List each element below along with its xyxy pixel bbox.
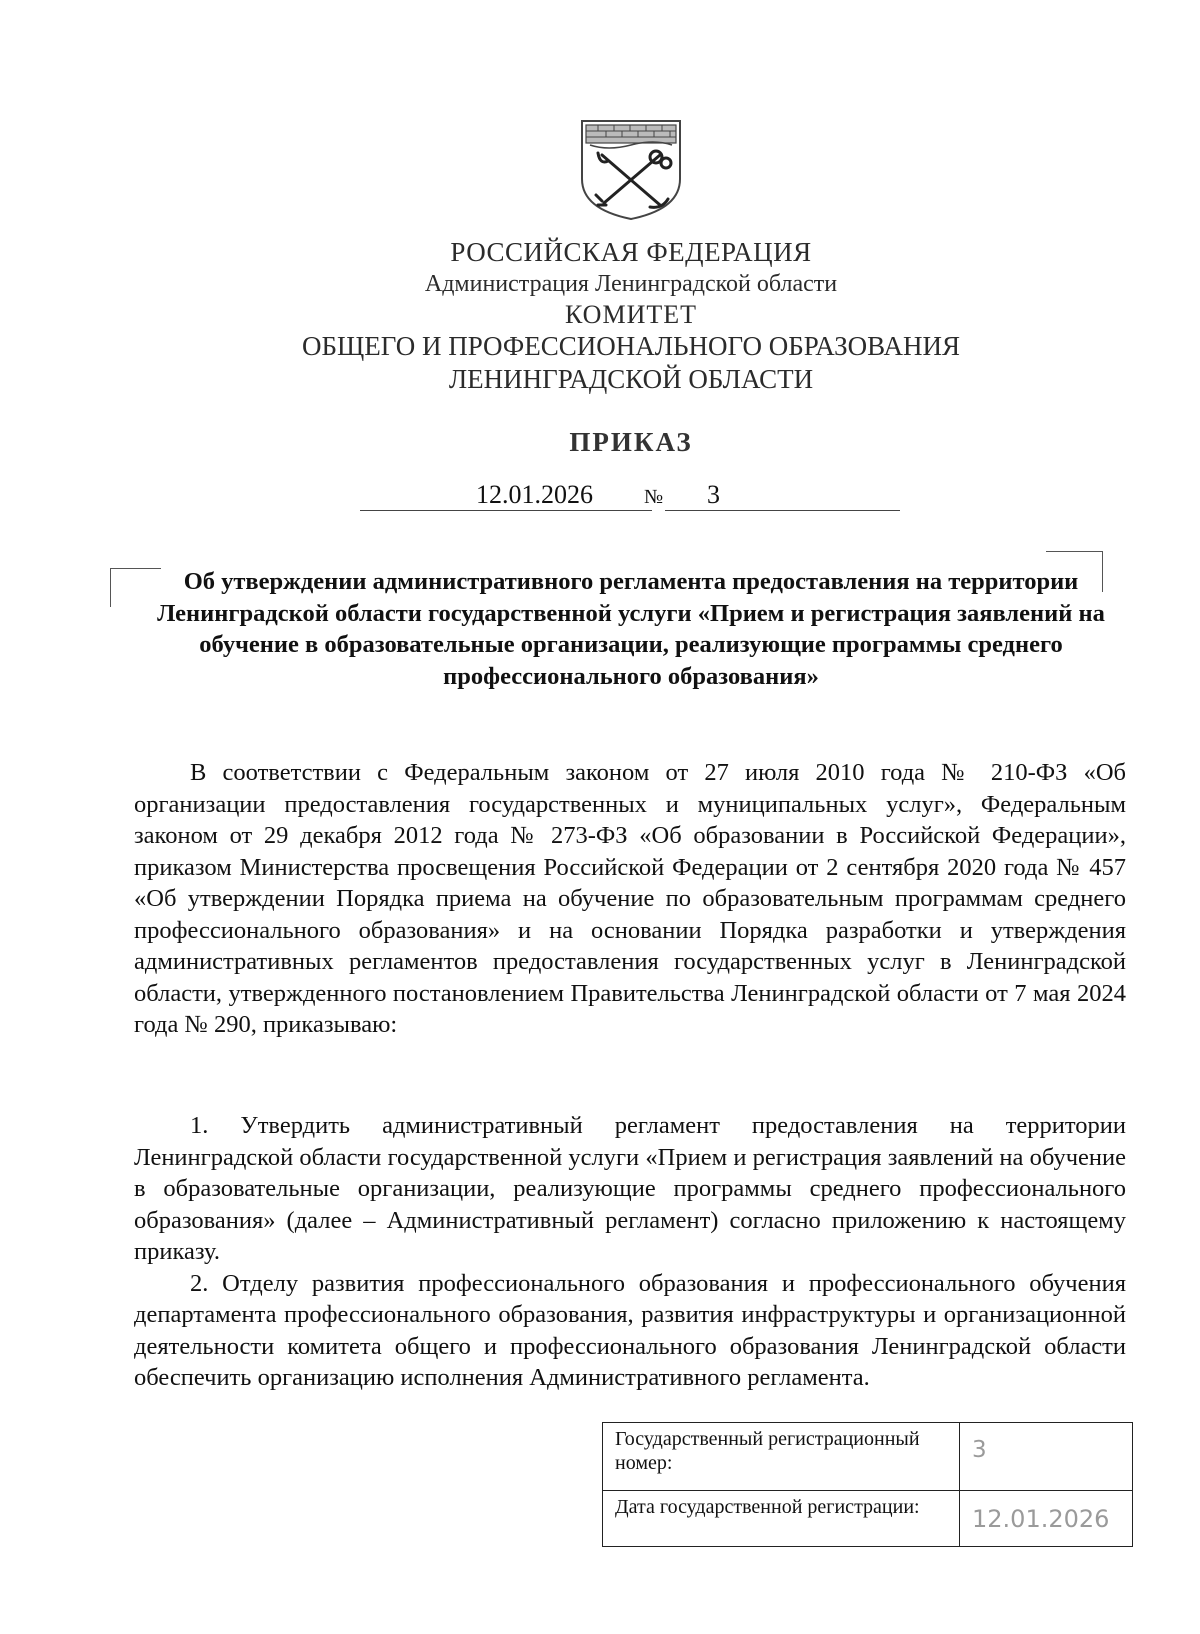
registration-number-value: 3 — [960, 1423, 1133, 1491]
registration-date-row — [603, 1491, 1133, 1547]
document-title: Об утверждении административного регламента предоставления на территории Ленинградской области государственной услуги «Прием и регистрация заявлений на обучение в образовательные организации, реализующие программы среднего профессионального образования» — [157, 568, 1105, 690]
registration-date-label: Дата государственной регистрации: — [603, 1491, 960, 1547]
order-item-2: 2. Отделу развития профессионального образования и профессионального обучения департамента профессионального образования, развития инфраструктуры и организационной деятельности комитета общего и профессионального образования Ленинградской области обеспечить организацию исполнения Административного регламента. — [134, 1269, 1126, 1391]
header-region: ЛЕНИНГРАДСКОЙ ОБЛАСТИ — [448, 364, 814, 394]
header-committee: КОМИТЕТ — [564, 300, 697, 329]
order-item-1: 1. Утвердить административный регламент предоставления на территории Ленинградской области государственной услуги «Прием и регистрация заявлений на обучение в образовательные организации, реализующие программы среднего профессионального образования» (далее – Административный регламент) согласно приложению к настоящему приказу. — [134, 1112, 1126, 1265]
header-committee-name: ОБЩЕГО И ПРОФЕССИОНАЛЬНОГО ОБРАЗОВАНИЯ — [302, 331, 960, 361]
document-number: 3 — [707, 480, 720, 509]
leningrad-oblast-coat-of-arms-icon — [578, 117, 684, 221]
registration-number-row — [603, 1423, 1133, 1491]
date-underline — [360, 510, 652, 511]
preamble-text: В соответствии с Федеральным законом от 27 июля 2010 года № 210-ФЗ «Об организации предоставления государственных и муниципальных услуг», Федеральным законом от 29 декабря 2012 года № 273-ФЗ «Об образовании в Российской Федерации», приказом Министерства просвещения Российской Федерации от 2 сентября 2020 года № 457 «Об утверждении Порядка приема на обучение по образовательным программам среднего профессионального образования» и на основании Порядка разработки и утверждения административных регламентов предоставления государственных услуг в Ленинградской области, утвержденного постановлением Правительства Ленинградской области от 7 мая 2024 года № 290, приказываю: — [134, 759, 1126, 1038]
preamble — [134, 757, 1126, 1041]
registration-table — [602, 1422, 1133, 1547]
number-sign: № — [644, 486, 664, 508]
registration-number-label: Государственный регистрационный номер: — [603, 1423, 960, 1491]
document-date: 12.01.2026 — [476, 480, 593, 509]
header-country: РОССИЙСКАЯ ФЕДЕРАЦИЯ — [450, 237, 812, 267]
order-items — [134, 1110, 1126, 1394]
header-administration: Администрация Ленинградской области — [424, 271, 838, 297]
registration-date-value: 12.01.2026 — [960, 1491, 1133, 1547]
number-underline — [665, 510, 900, 511]
document-type: ПРИКАЗ — [569, 427, 693, 457]
